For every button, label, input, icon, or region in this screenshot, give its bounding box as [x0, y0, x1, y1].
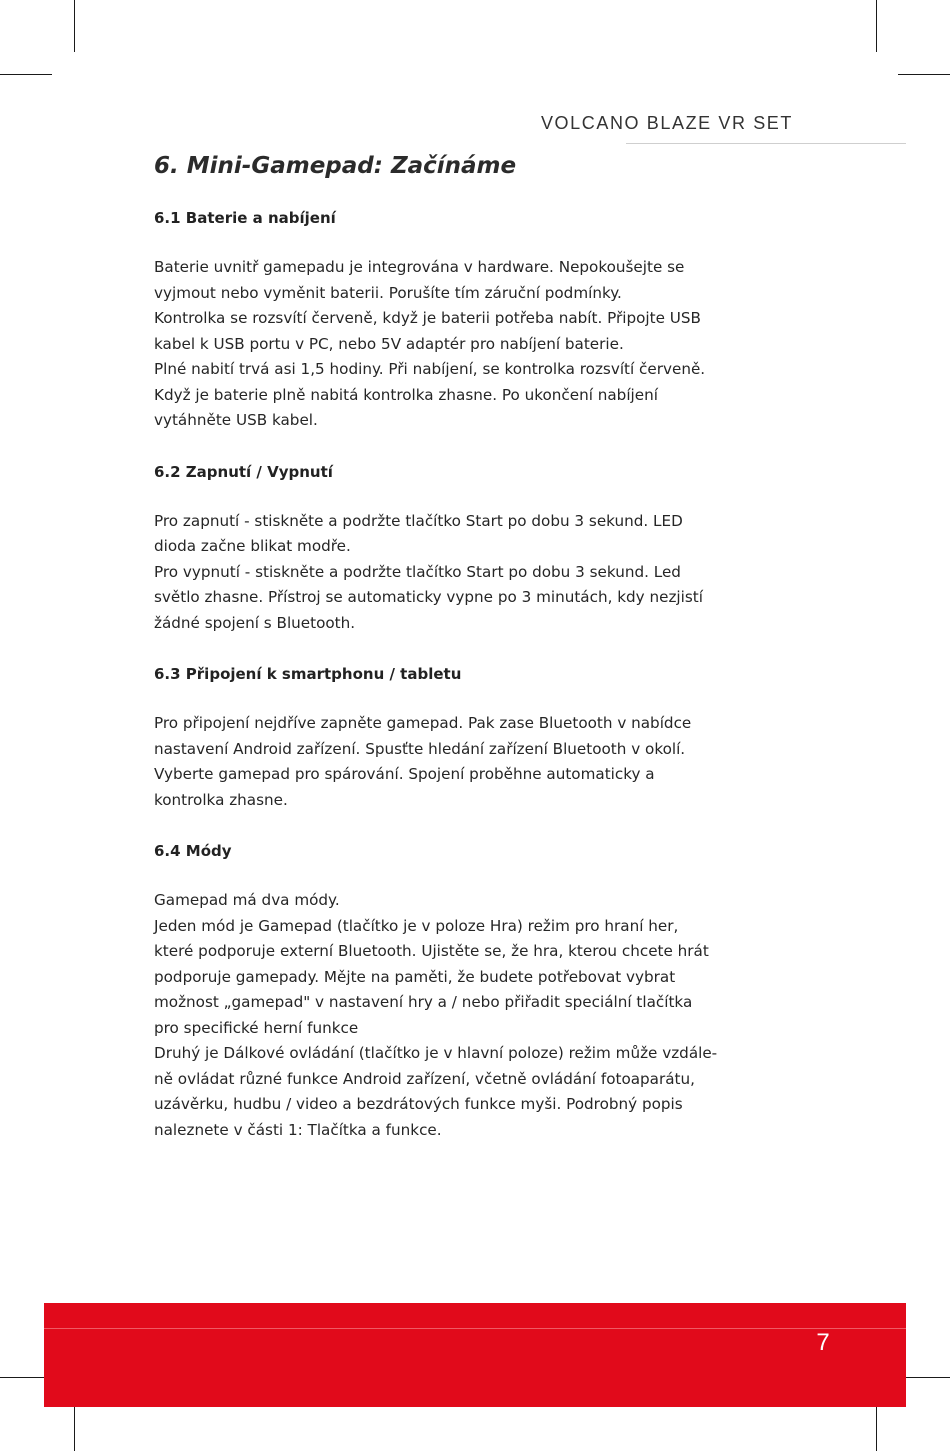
paragraph-line: Plné nabití trvá asi 1,5 hodiny. Při nabíjení, se kontrolka rozsvítí červeně. — [154, 360, 706, 378]
paragraph-line: Baterie uvnitř gamepadu je integrována v hardware. Nepokoušejte se — [154, 258, 685, 276]
paragraph-line: Pro zapnutí - stiskněte a podržte tlačítko Start po dobu 3 sekund. LED — [154, 511, 683, 530]
footer-rule — [44, 1328, 906, 1329]
section-heading: 6.4 Módy — [154, 842, 232, 860]
paragraph-line: Druhý je Dálkové ovládání (tlačítko je v hlavní poloze) režim může vzdále- — [154, 1044, 718, 1062]
paragraph-line: ně ovládat různé funkce Android zařízení, včetně ovládání fotoaparátu, — [154, 1069, 695, 1088]
section-heading: 6.2 Zapnutí / Vypnutí — [154, 462, 333, 481]
crop-mark-top-left-vertical — [74, 0, 75, 52]
section-battery-charging — [154, 206, 804, 434]
section-modes — [154, 839, 804, 1143]
section-smartphone-connection — [154, 662, 804, 813]
crop-mark-top-right-vertical — [876, 0, 877, 52]
section-paragraph — [154, 509, 804, 637]
paragraph-line: které podporuje externí Bluetooth. Ujistěte se, že hra, kterou chcete hrát — [154, 942, 709, 960]
page-content — [154, 150, 804, 1143]
paragraph-line: pro specifické herní funkce — [154, 1018, 359, 1037]
paragraph-line: možnost „gamepad" v nastavení hry a / nebo přiřadit speciální tlačítka — [154, 993, 693, 1011]
paragraph-line: kabel k USB portu v PC, nebo 5V adaptér pro nabíjení baterie. — [154, 334, 624, 353]
paragraph-line: vyjmout nebo vyměnit baterii. Porušíte tím záruční podmínky. — [154, 283, 622, 302]
paragraph-line: Vyberte gamepad pro spárování. Spojení proběhne automaticky a — [154, 765, 655, 783]
brand-header: VOLCANO BLAZE VR SET — [540, 113, 793, 133]
page-title: 6. Mini-Gamepad: Začínáme — [154, 153, 517, 179]
paragraph-line: Pro vypnutí - stiskněte a podržte tlačítko Start po dobu 3 sekund. Led — [154, 562, 681, 581]
section-heading: 6.1 Baterie a nabíjení — [154, 209, 336, 227]
paragraph-line: Gamepad má dva módy. — [154, 891, 340, 909]
section-power-on-off — [154, 460, 804, 637]
paragraph-line: Když je baterie plně nabitá kontrolka zhasne. Po ukončení nabíjení — [154, 385, 658, 404]
page-number: 7 — [816, 1329, 830, 1356]
crop-mark-top-right-horizontal — [898, 74, 950, 75]
section-paragraph — [154, 255, 804, 434]
paragraph-line: dioda začne blikat modře. — [154, 537, 351, 555]
paragraph-line: Jeden mód je Gamepad (tlačítko je v poloze Hra) režim pro hraní her, — [154, 916, 679, 935]
paragraph-line: podporuje gamepady. Mějte na paměti, že budete potřebovat vybrat — [154, 967, 676, 986]
paragraph-line: světlo zhasne. Přístroj se automaticky vypne po 3 minutách, kdy nezjistí — [154, 588, 703, 606]
paragraph-line: naleznete v části 1: Tlačítka a funkce. — [154, 1120, 442, 1139]
paragraph-line: Pro připojení nejdříve zapněte gamepad. Pak zase Bluetooth v nabídce — [154, 714, 692, 732]
footer-band — [44, 1303, 906, 1407]
paragraph-line: vytáhněte USB kabel. — [154, 411, 318, 429]
section-paragraph — [154, 888, 804, 1143]
paragraph-line: Kontrolka se rozsvítí červeně, když je baterii potřeba nabít. Připojte USB — [154, 309, 701, 327]
paragraph-line: žádné spojení s Bluetooth. — [154, 613, 356, 632]
crop-mark-top-left-horizontal — [0, 74, 52, 75]
paragraph-line: uzávěrku, hudbu / video a bezdrátových funkce myši. Podrobný popis — [154, 1095, 683, 1113]
header-rule — [626, 143, 906, 144]
section-paragraph — [154, 711, 804, 813]
paragraph-line: kontrolka zhasne. — [154, 790, 288, 809]
section-heading: 6.3 Připojení k smartphonu / tabletu — [154, 665, 462, 683]
paragraph-line: nastavení Android zařízení. Spusťte hledání zařízení Bluetooth v okolí. — [154, 739, 686, 758]
